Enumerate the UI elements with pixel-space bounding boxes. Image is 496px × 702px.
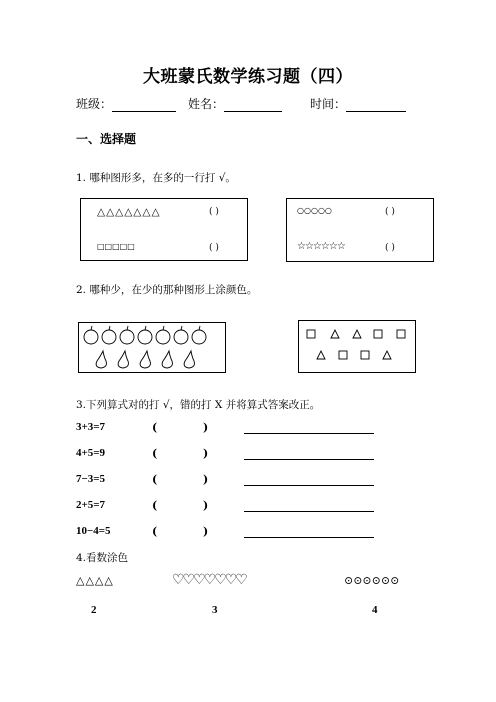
- class-field: [76, 95, 176, 112]
- paren-left: (: [152, 525, 158, 538]
- time-field: [310, 95, 406, 112]
- triangle-icon: [383, 351, 391, 359]
- pear-icon: [96, 351, 106, 368]
- q2-fruit-box: [78, 322, 226, 373]
- paren-right: ): [203, 447, 209, 460]
- q1-right-box: [286, 198, 434, 262]
- square-row: □□□□□: [97, 242, 135, 251]
- pear-icon: [118, 351, 128, 368]
- triangle-icon: [331, 330, 339, 338]
- count-number: 2: [91, 604, 97, 616]
- q1-left-box: [80, 198, 248, 261]
- pear-row: [96, 351, 194, 368]
- equation: 7−3=5: [76, 473, 106, 485]
- equation: 10−4=5: [76, 525, 111, 537]
- star-row: ☆☆☆☆☆☆: [297, 241, 345, 252]
- page-title: 大班蒙氏数学练习题（四）: [143, 67, 353, 87]
- apple-icon: [156, 326, 170, 344]
- class-label: 班级：: [76, 97, 113, 111]
- pear-icon: [162, 351, 172, 368]
- apple-icon: [84, 326, 98, 344]
- apple-icon: [174, 326, 188, 344]
- equation: 4+5=9: [76, 447, 106, 459]
- triangle-group[interactable]: △△△△: [76, 574, 114, 587]
- equation: 2+5=7: [76, 499, 106, 511]
- triangle-icon: [317, 351, 325, 359]
- square-icon: [307, 330, 315, 338]
- answer-line[interactable]: [244, 511, 374, 512]
- paren-right: ): [203, 473, 209, 486]
- pear-icon: [184, 351, 194, 368]
- name-blank[interactable]: [224, 99, 282, 112]
- answer-paren[interactable]: ( ): [209, 243, 219, 253]
- apple-icon: [192, 326, 206, 344]
- paren-right: ): [203, 525, 209, 538]
- q2-shape-box: [298, 320, 416, 373]
- apple-icon: [102, 326, 116, 344]
- count-number: 4: [372, 604, 378, 616]
- paren-right: ): [203, 421, 209, 434]
- triangle-icon: [353, 330, 361, 338]
- paren-left: (: [152, 447, 158, 460]
- paren-left: (: [152, 473, 158, 486]
- time-label: 时间：: [310, 97, 347, 111]
- answer-paren[interactable]: ( ): [385, 207, 395, 217]
- answer-paren[interactable]: ( ): [209, 207, 219, 217]
- circle-row: ○○○○○: [297, 206, 332, 215]
- square-icon: [374, 330, 382, 338]
- question-3: 3.下列算式对的打 √，错的打 X 并将算式答案改正。: [76, 399, 321, 411]
- question-1: 1. 哪种图形多，在多的一行打 √。: [76, 172, 236, 184]
- square-icon: [339, 351, 347, 359]
- name-field: [188, 95, 282, 112]
- answer-line[interactable]: [244, 433, 374, 434]
- name-label: 姓名：: [188, 97, 225, 111]
- fruit-drawing: [79, 323, 225, 372]
- question-2: 2. 哪种少，在少的那种图形上涂颜色。: [76, 284, 258, 296]
- shape-drawing: [299, 321, 415, 372]
- time-blank[interactable]: [346, 99, 406, 112]
- question-4: 4.看数涂色: [76, 552, 129, 564]
- heart-group[interactable]: ♡♡♡♡♡♡♡: [172, 572, 246, 588]
- circle-group[interactable]: ⊙⊙⊙⊙⊙⊙: [344, 574, 400, 587]
- paren-left: (: [152, 421, 158, 434]
- apple-icon: [138, 326, 152, 344]
- paren-left: (: [152, 499, 158, 512]
- paren-right: ): [203, 499, 209, 512]
- square-icon: [361, 351, 369, 359]
- class-blank[interactable]: [112, 99, 176, 112]
- pear-icon: [140, 351, 150, 368]
- equation: 3+3=7: [76, 421, 106, 433]
- answer-paren[interactable]: ( ): [385, 243, 395, 253]
- triangle-row: △△△△△△△: [97, 206, 161, 218]
- count-number: 3: [212, 604, 218, 616]
- square-icon: [397, 330, 405, 338]
- answer-line[interactable]: [244, 459, 374, 460]
- answer-line[interactable]: [244, 485, 374, 486]
- apple-icon: [120, 326, 134, 344]
- answer-line[interactable]: [244, 537, 374, 538]
- section-heading: 一、选择题: [76, 132, 137, 146]
- apple-row: [84, 326, 206, 344]
